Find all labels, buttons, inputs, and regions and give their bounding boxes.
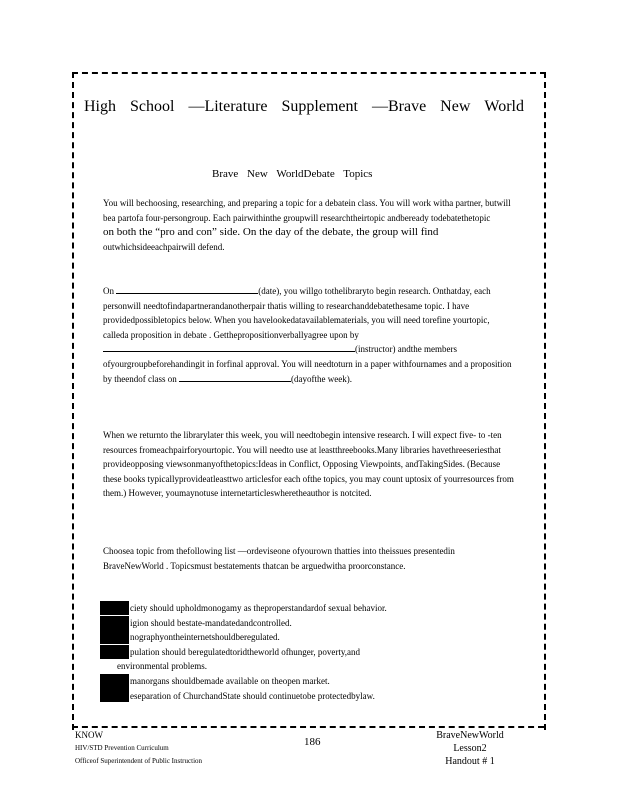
topic-text: ciety should upholdmonogamy as theproperstandardof sexual behavior. — [130, 603, 387, 613]
list-item — [100, 674, 520, 689]
list-item — [100, 645, 520, 660]
topic-text: igion should bestate-mandatedandcontrolled. — [130, 617, 292, 628]
header-word: —Literature — [188, 98, 268, 115]
footer-handout: Handout # 1 — [445, 756, 495, 767]
schedule-text: (date), you willgo tothelibraryto begin research. Onthatday, each personwill needtofindapartnerandanotherpair thatis willing to researchanddebatethesame topic. I have providedpossibletopics below. When you havelookedatavailablematerials, you will need torefine yourtopic, calleda proposition in debate . Getthepropositionverballyagree upon by — [103, 286, 491, 340]
footer-lesson: Lesson2 — [453, 743, 487, 754]
topic-list — [100, 601, 520, 703]
section-title: Brave New WorldDebate Topics — [212, 168, 373, 180]
topics-intro-text: Choosea topic from thefollowing list —ordeviseone ofyourown thatties into theissues presentedin BraveNewWorld . Topicsmust bestatements thatcan be arguedwitha proorconstance. — [103, 546, 455, 571]
footer-left — [75, 729, 202, 768]
redaction-box — [100, 630, 129, 644]
paragraph-intro — [103, 196, 517, 254]
day-blank[interactable] — [179, 372, 291, 382]
redaction-box — [100, 601, 129, 615]
topic-text: pulation should beregulatedtoridtheworld ofhunger, poverty,and — [130, 646, 360, 657]
paragraph-research — [103, 428, 517, 501]
list-item — [100, 689, 520, 704]
list-item — [100, 601, 520, 616]
page-header-title — [84, 98, 524, 116]
footer-divider — [72, 726, 544, 728]
footer-right — [420, 729, 520, 768]
topic-text: eseparation of ChurchandState should continuetobe protectedbylaw. — [130, 690, 375, 701]
list-item — [100, 630, 520, 645]
header-word: High — [84, 98, 116, 115]
footer-office: Officeof Superintendent of Public Instruction — [75, 757, 203, 765]
header-word: —Brave — [371, 98, 427, 115]
redaction-box — [100, 616, 129, 630]
footer-book: BraveNewWorld — [436, 730, 504, 741]
topic-continuation: environmental problems. — [117, 661, 207, 672]
header-word: Supplement — [281, 98, 358, 115]
paragraph-topics-intro — [103, 544, 517, 573]
topic-text: manorgans shouldbemade available on theopen market. — [130, 675, 330, 686]
footer-curriculum: HIV/STD Prevention Curriculum — [75, 744, 169, 752]
schedule-on: On — [103, 286, 114, 296]
list-item — [100, 616, 520, 631]
footer-org: KNOW — [75, 730, 103, 740]
header-word: New — [440, 98, 471, 115]
schedule-text-3: (dayofthe week). — [290, 373, 352, 384]
intro-text-end: outwhichsideeachpairwill defend. — [103, 241, 225, 252]
header-word: School — [130, 98, 175, 115]
page-number: 186 — [304, 736, 321, 748]
instructor-blank[interactable] — [103, 342, 355, 352]
research-text: When we returnto the librarylater this week, you will needtobegin intensive research. I will expect five- to -ten resources fromeachpairforyourtopic. You will needto use at leastthreebooks.Many libraries havethreeseriesthat provideopposing viewsonmanyofthetopics:Ideas in Conflict, Opposing Viewpoints, andTakingSides. (Because these books typicallyprovideatleasttwo articlesfor each ofthe topics, you may count uptosix of yourresources from them.) However, youmaynotuse internetarticleswheretheauthor is notcited. — [103, 430, 514, 499]
redaction-box — [100, 645, 129, 659]
header-word: World — [484, 98, 524, 115]
topic-text: nographyontheinternetshouldberegulated. — [130, 632, 280, 643]
paragraph-schedule — [103, 284, 517, 386]
schedule-text-2: (instructor) andthe members ofyourgroupbeforehandingit in forfinal approval. You will needtoturn in a paper withfournames and a proposition by theendof class on — [103, 344, 512, 384]
intro-emphasis: on both the “pro and con” side. On the day of the debate, the group will find — [103, 226, 439, 239]
date-blank[interactable] — [116, 284, 258, 294]
intro-text: You will bechoosing, researching, and preparing a topic for a debatein class. You will work witha partner, butwill bea partofa four-persongroup. Each pairwithinthe groupwill researchtheirtopic andbeready todebatethetopic — [103, 198, 511, 223]
